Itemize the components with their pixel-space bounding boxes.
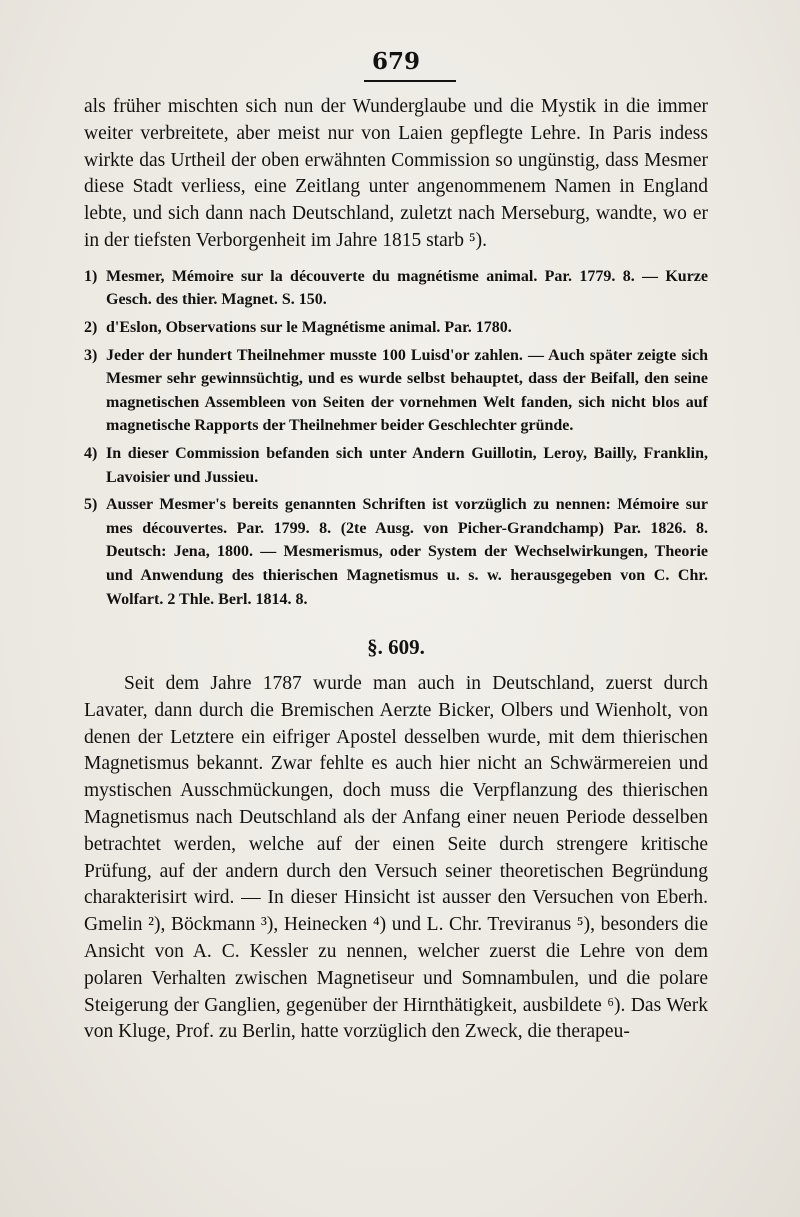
footnote-text: d'Eslon, Observations sur le Magnétisme animal. Par. 1780. bbox=[106, 318, 512, 336]
footnotes bbox=[84, 265, 708, 611]
footnote-number: 1) bbox=[84, 267, 98, 285]
footnote bbox=[84, 493, 708, 611]
section-heading: §. 609. bbox=[367, 635, 425, 660]
header-rule bbox=[364, 80, 456, 82]
section-text bbox=[84, 671, 708, 1046]
footnote-text: Jeder der hundert Theilnehmer musste 100 Luisd'or zahlen. — Auch später zeigte sich Mesmer sehr gewinnsüchtig, und es wurde selbst behauptet, dass der Beifall, den seine magnetischen Assembleen von Seiten der vornehmen Welt fanden, sich nicht blos auf magnetische Rapports der Theilnehmer beider Geschlechter gründe. bbox=[106, 346, 708, 435]
footnote-number: 3) bbox=[84, 346, 98, 364]
intro-paragraph: als früher mischten sich nun der Wunderglaube und die Mystik in die immer weiter verbreitete, aber meist nur von Laien gepflegte Lehre. In Paris indess wirkte das Urtheil der oben erwähnten Commission so ungünstig, dass Mesmer diese Stadt verliess, eine Zeitlang unter angenommenem Namen in England lebte, und sich dann nach Deutschland, zuletzt nach Merseburg, wandte, wo er in der tiefsten Verborgenheit im Jahre 1815 starb ⁵). bbox=[84, 96, 708, 251]
footnote bbox=[84, 316, 708, 340]
footnote-text: Ausser Mesmer's bereits genannten Schriften ist vorzüglich zu nennen: Mémoire sur mes découvertes. Par. 1799. 8. (2te Ausg. von Picher-Grandchamp) Par. 1826. 8. Deutsch: Jena, 1800. — Mesmerismus, oder System der Wechselwirkungen, Theorie und Anwendung des thierischen Magnetismus u. s. w. herausgegeben von C. Chr. Wolfart. 2 Thle. Berl. 1814. 8. bbox=[106, 496, 708, 608]
footnote-text: In dieser Commission befanden sich unter Andern Guillotin, Leroy, Bailly, Franklin, Lavoisier und Jussieu. bbox=[106, 444, 708, 486]
footnote-text: Mesmer, Mémoire sur la découverte du magnétisme animal. Par. 1779. 8. — Kurze Gesch. des thier. Magnet. S. 150. bbox=[106, 267, 708, 309]
footnote-number: 4) bbox=[84, 444, 98, 462]
main-text bbox=[84, 94, 708, 255]
footnote-number: 2) bbox=[84, 318, 98, 336]
section-paragraph: Seit dem Jahre 1787 wurde man auch in Deutschland, zuerst durch Lavater, dann durch die Bremischen Aerzte Bicker, Olbers und Wienholt, von denen der Letztere ein eifriger Apostel desselben wurde, mit dem thierischen Magnetismus bekannt. Zwar fehlte es auch hier nicht an Schwärmereien und mystischen Ausschmückungen, doch muss die Verpflanzung des thierischen Magnetismus nach Deutschland als der Anfang einer neuen Periode desselben betrachtet werden, welche auf der einen Seite durch strengere kritische Prüfung, auf der andern durch den Versuch seiner theoretischen Begründung charakterisirt wird. — In dieser Hinsicht ist ausser den Versuchen von Eberh. Gmelin ²), Böckmann ³), Heinecken ⁴) und L. Chr. Treviranus ⁵), besonders die Ansicht von A. C. Kessler zu nennen, welcher zuerst die Lehre von dem polaren Verhalten zwischen Magnetiseur und Somnambulen, und die polare Steigerung der Ganglien, gegenüber der Hirnthätigkeit, ausbildete ⁶). Das Werk von Kluge, Prof. zu Berlin, hatte vorzüglich den Zweck, die therapeu- bbox=[84, 673, 708, 1043]
footnote bbox=[84, 442, 708, 489]
page-number: 679 bbox=[371, 48, 420, 75]
footnote bbox=[84, 344, 708, 438]
footnote bbox=[84, 265, 708, 312]
footnote-number: 5) bbox=[84, 496, 98, 514]
